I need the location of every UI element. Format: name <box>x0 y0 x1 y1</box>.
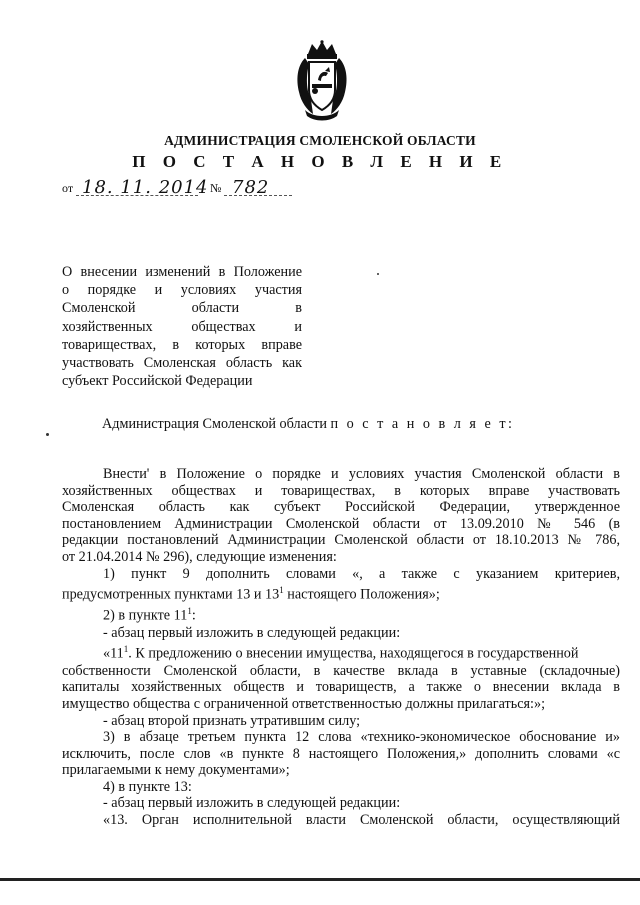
body-line: «$11^1$. К предложению о внесении имущества, находящегося в государственной <box>103 644 579 663</box>
preamble-decree-word: п о с т а н о в л я е т: <box>330 416 515 432</box>
body-line: прилагаемыми к нему документами»; <box>62 762 290 779</box>
body-line: 4) в пункте 13: <box>103 778 192 795</box>
coat-of-arms-icon <box>291 40 353 122</box>
number-handwritten: 782 <box>232 177 270 198</box>
scan-speck <box>377 273 379 275</box>
body-line: капиталы хозяйственных обществ и товариществ, а также о внесении вклада в <box>62 679 620 696</box>
body-line: хозяйственных обществах и товариществах, в которых вправе участвовать <box>62 482 620 499</box>
date-handwritten: 18. 11. 2014 <box>82 177 209 198</box>
date-number-line <box>62 176 292 198</box>
body-line: - абзац первый изложить в следующей редакции: <box>103 795 401 812</box>
body-line: Внести' в Положение о порядке и условиях участия Смоленской области в <box>103 466 620 482</box>
number-prefix: № <box>210 181 222 195</box>
body-line: Смоленская область как субъект Российской Федерации, утвержденное <box>62 499 620 516</box>
date-prefix: от <box>62 181 74 195</box>
subject-line: хозяйственных обществах и <box>62 318 302 335</box>
body-line: редакции постановлений Администрации Смоленской области от 18.10.2013 № 786, <box>62 532 620 549</box>
subject-line: субъект Российской Федерации <box>62 373 253 390</box>
scan-bottom-edge <box>0 878 640 881</box>
subject-line: О внесении изменений в Положение <box>62 264 302 280</box>
subject-line: участвовать Смоленская область как <box>62 355 302 372</box>
body-line: 2) в пункте $11^1$: <box>103 606 196 625</box>
subject-line: товариществах, в которых вправе <box>62 336 302 353</box>
subject-line: Смоленской области в <box>62 300 302 317</box>
body-line: постановлением Администрации Смоленской области от 13.09.2010 № 546 (в <box>62 515 620 532</box>
document-type-title: П О С Т А Н О В Л Е Н И Е <box>132 152 508 171</box>
preamble <box>102 416 514 433</box>
document-body <box>62 466 620 829</box>
body-line: «13. Орган исполнительной власти Смоленской области, осуществляющий <box>103 812 620 829</box>
body-line: имущество общества с ограниченной ответственностью должны прилагаться:»; <box>62 695 546 712</box>
document-subject <box>62 263 302 390</box>
body-line: - абзац первый изложить в следующей редакции: <box>103 624 401 641</box>
organization-name: АДМИНИСТРАЦИЯ СМОЛЕНСКОЙ ОБЛАСТИ <box>164 133 476 148</box>
body-line: - абзац второй признать утратившим силу; <box>103 712 361 729</box>
body-line: предусмотренных пунктами 13 и $13^1$ настоящего Положения»; <box>62 585 440 603</box>
body-line: исключить, после слов «в пункте 8 настоящего Положения,» дополнить словами «с <box>62 745 620 762</box>
subject-line: о порядке и условиях участия <box>62 282 302 299</box>
scan-speck <box>46 433 49 436</box>
body-line: собственности Смоленской области, в качестве вклада в уставные (складочные) <box>62 662 620 679</box>
body-line: от 21.04.2014 № 296), следующие изменения: <box>62 548 337 565</box>
body-line: 1) пункт 9 дополнить словами «, а также с указанием критериев, <box>103 565 620 582</box>
body-line: 3) в абзаце третьем пункта 12 слова «технико-экономическое обоснование и» <box>103 729 620 746</box>
preamble-text: Администрация Смоленской области <box>102 416 327 432</box>
